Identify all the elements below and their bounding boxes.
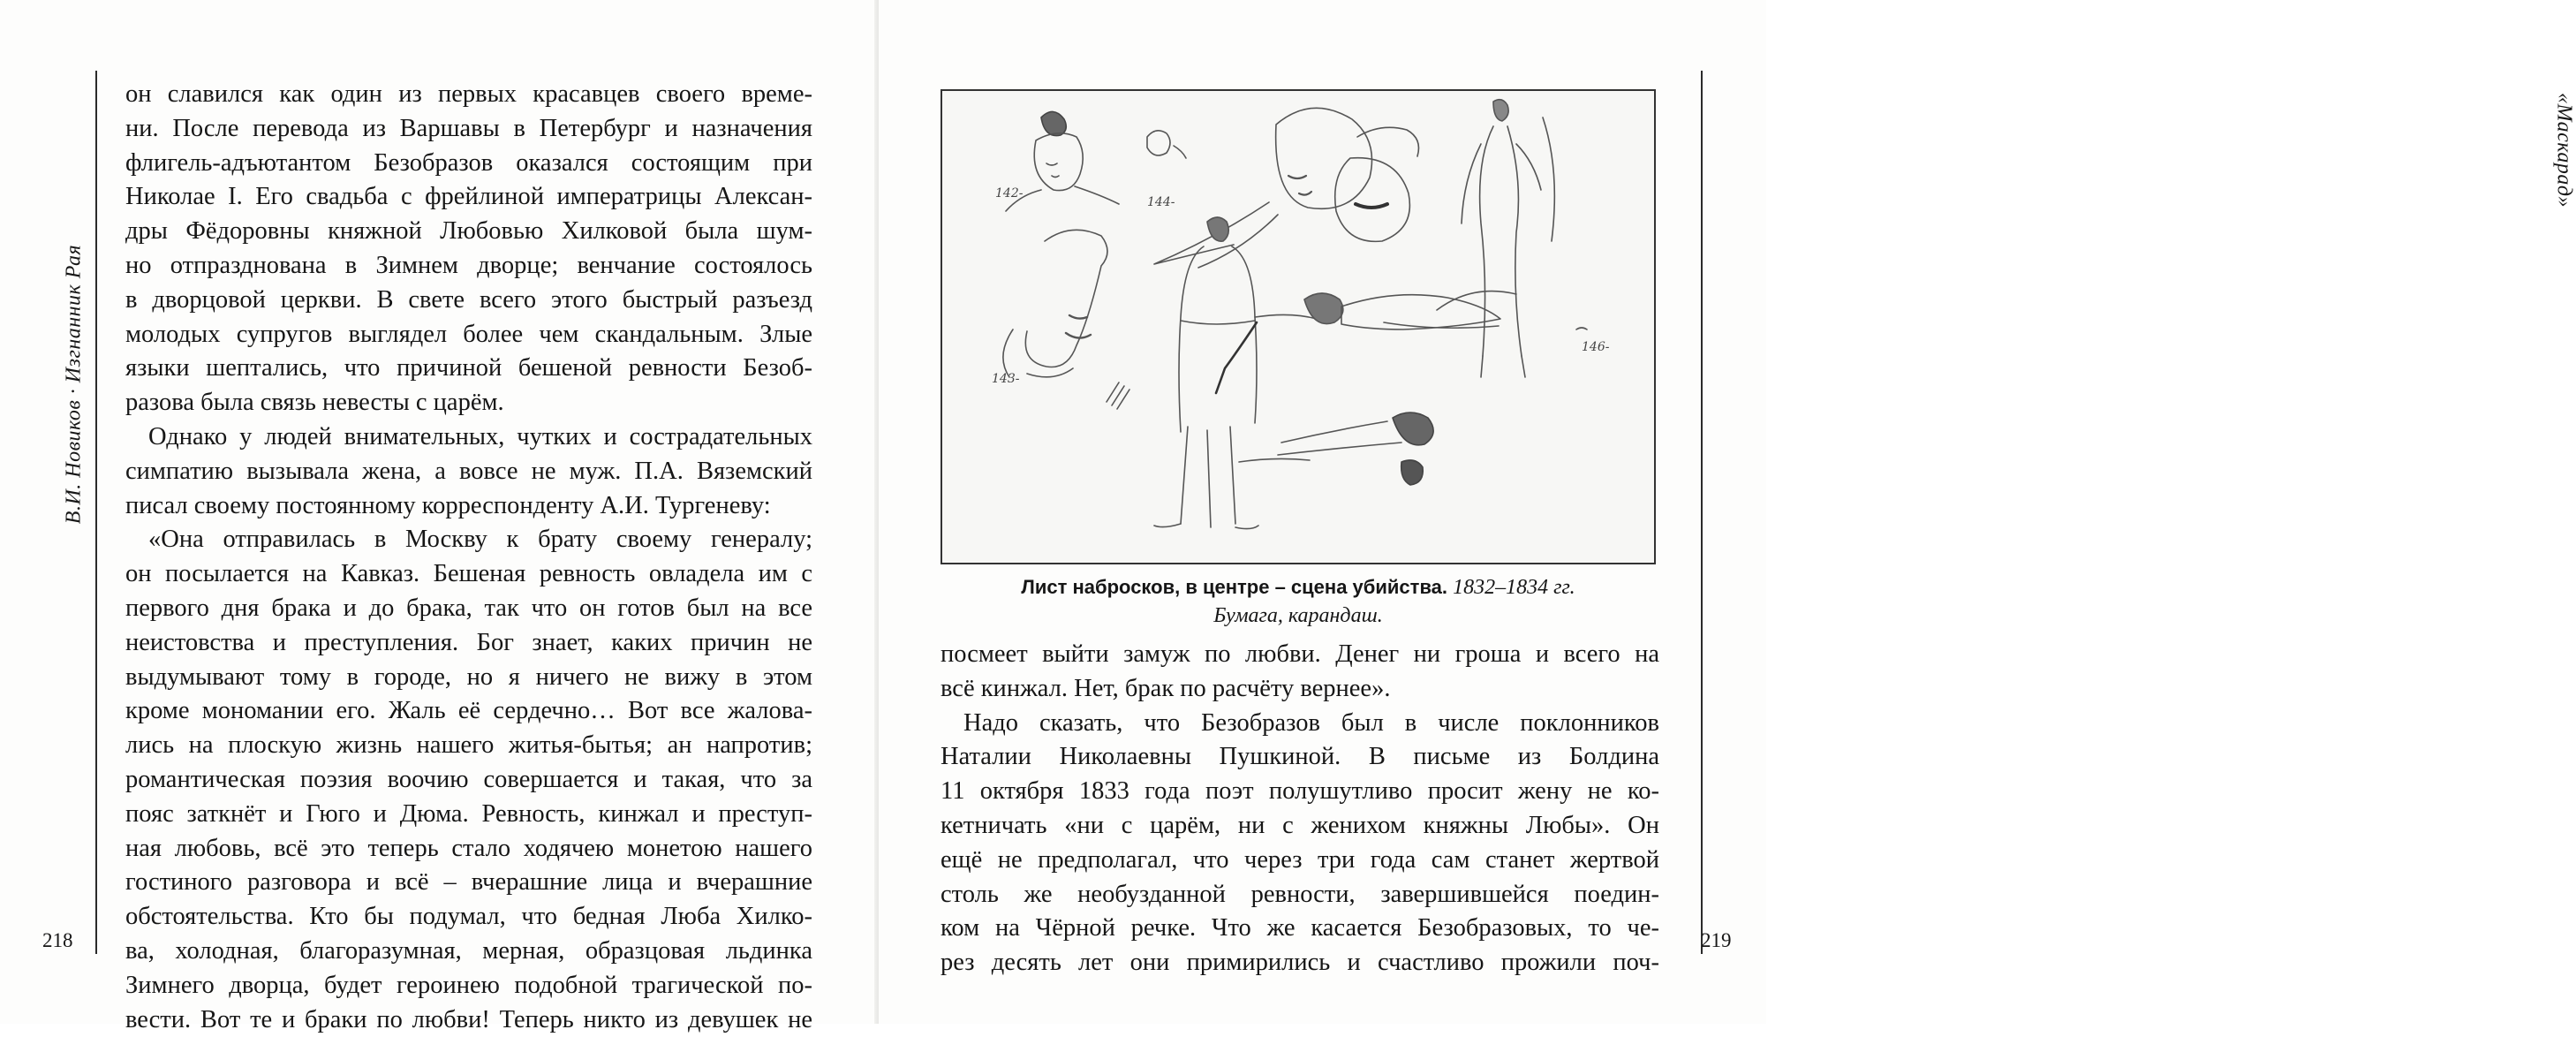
- text-line: разова была связь невесты с царём.: [125, 389, 504, 417]
- caption-date: 1832–1834 гг.: [1453, 576, 1575, 599]
- text-line: Зимнего дворца, будет героинею подобной трагической по-: [125, 971, 812, 999]
- text-line: ком на Чёрной речке. Что же касается Безобразовых, то че-: [941, 914, 1659, 942]
- sketch-label-144: 144-: [1147, 195, 1175, 209]
- text-line: пояс заткнёт и Гюго и Дюма. Ревность, кинжал и преступ-: [125, 799, 812, 828]
- text-line: Однако у людей внимательных, чутких и сострадательных: [148, 422, 812, 450]
- text-line: посмеет выйти замуж по любви. Денег ни гроша и всего на: [941, 640, 1659, 668]
- page-number-right: 219: [1701, 929, 1732, 951]
- text-line: Наталии Николаевны Пушкиной. В письме из Болдина: [941, 743, 1659, 771]
- text-line: симпатию вызывала жена, а вовсе не муж. П.А. Вяземский: [125, 457, 812, 485]
- sketch-fallen-figure: [1239, 413, 1433, 485]
- text-line: вести. Вот те и браки по любви! Теперь никто из девушек не: [125, 1005, 812, 1033]
- text-line: первого дня брака и до брака, так что он готов был на все: [125, 594, 812, 622]
- text-line: Николае I. Его свадьба с фрейлиной императрицы Алексан-: [125, 183, 812, 211]
- text-line: романтическая поэзия воочию совершается и такая, что за: [125, 765, 812, 793]
- sketch-drawing: [942, 91, 1654, 563]
- sketch-standing-figure: [1462, 100, 1554, 377]
- left-text-column: [125, 78, 812, 1037]
- text-line: лись на плоскую жизнь нашего житья-бытья; ан напротив;: [125, 731, 812, 760]
- running-head-right: «Маскарад»: [2552, 92, 2576, 208]
- page-number-left: 218: [42, 929, 73, 951]
- left-page: [0, 0, 879, 1033]
- text-line: в дворцовой церкви. В свете всего этого быстрый разъезд: [125, 285, 812, 314]
- right-text-column: [941, 638, 1659, 980]
- caption-title: Лист набросков, в центре – сцена убийства.: [1021, 576, 1448, 598]
- text-line: кроме мономании его. Жаль её сердечно… Вот все жалова-: [125, 697, 812, 725]
- text-line: столь же необузданной ревности, завершившейся поедин-: [941, 880, 1659, 908]
- text-line: он славился как один из первых красавцев своего време-: [125, 80, 812, 108]
- running-head-left: В.И. Новиков · Изгнанник Рая: [62, 244, 86, 525]
- text-line: неистовства и преступления. Бог знает, каких причин не: [125, 628, 812, 656]
- text-line: гостиного разговора и всё – вчерашние лица и вчерашние: [125, 868, 812, 897]
- text-line: флигель-адъютантом Безобразов оказался состоящим при: [125, 148, 812, 177]
- sketch-figure: [941, 89, 1656, 564]
- text-line: он посылается на Кавказ. Бешеная ревность овладела им с: [125, 560, 812, 588]
- right-margin-rule: [1701, 71, 1703, 954]
- text-line: дры Фёдоровны княжной Любовью Хилковой была шум-: [125, 217, 812, 246]
- text-line: но отпразднована в Зимнем дворце; венчание состоялось: [125, 251, 812, 279]
- sketch-man-heads: [1154, 108, 1419, 268]
- sketch-small-head: [1147, 131, 1186, 158]
- text-line: 11 октября 1833 года поэт полушутливо просит жену не ко-: [941, 777, 1659, 806]
- text-line: выдумывают тому в городе, но я ничего не вижу в этом: [125, 662, 812, 691]
- text-line: «Она отправилась в Москву к брату своему генералу;: [148, 526, 812, 554]
- text-line: писал своему постоянному корреспонденту А.И. Тургеневу:: [125, 491, 771, 519]
- text-line: обстоятельства. Кто бы подумал, что бедная Люба Хилко-: [125, 903, 812, 931]
- text-line: ещё не предполагал, что через три года сам станет жертвой: [941, 845, 1659, 874]
- text-line: молодых супругов выглядел более чем скандальным. Злые: [125, 320, 812, 348]
- text-line: кетничать «ни с царём, ни с женихом княжны Любы». Он: [941, 811, 1659, 839]
- text-line: ва, холодная, благоразумная, мерная, образцовая льдинка: [125, 936, 812, 965]
- caption-medium: Бумага, карандаш.: [1213, 604, 1383, 627]
- text-line: ни. После перевода из Варшавы в Петербург и назначения: [125, 114, 812, 142]
- text-line: всё кинжал. Нет, брак по расчёту вернее».: [941, 674, 1391, 702]
- sketch-label-146: 146-: [1582, 340, 1610, 354]
- sketch-woman-profile: [1003, 230, 1107, 377]
- figure-caption: [941, 573, 1656, 630]
- text-line: рез десять лет они примирились и счастливо прожили поч-: [941, 949, 1659, 977]
- text-line: языки шептались, что причиной бешеной ревности Безоб-: [125, 354, 812, 382]
- sketch-label-142: 142-: [995, 186, 1024, 201]
- sketch-label-143: 143-: [992, 372, 1020, 386]
- text-line: ная любовь, всё это теперь стало ходячею монетою нашего: [125, 834, 812, 862]
- sketch-central-figure: [1154, 217, 1317, 529]
- text-line: Надо сказать, что Безобразов был в числе поклонников: [963, 708, 1659, 737]
- left-margin-rule: [95, 71, 97, 954]
